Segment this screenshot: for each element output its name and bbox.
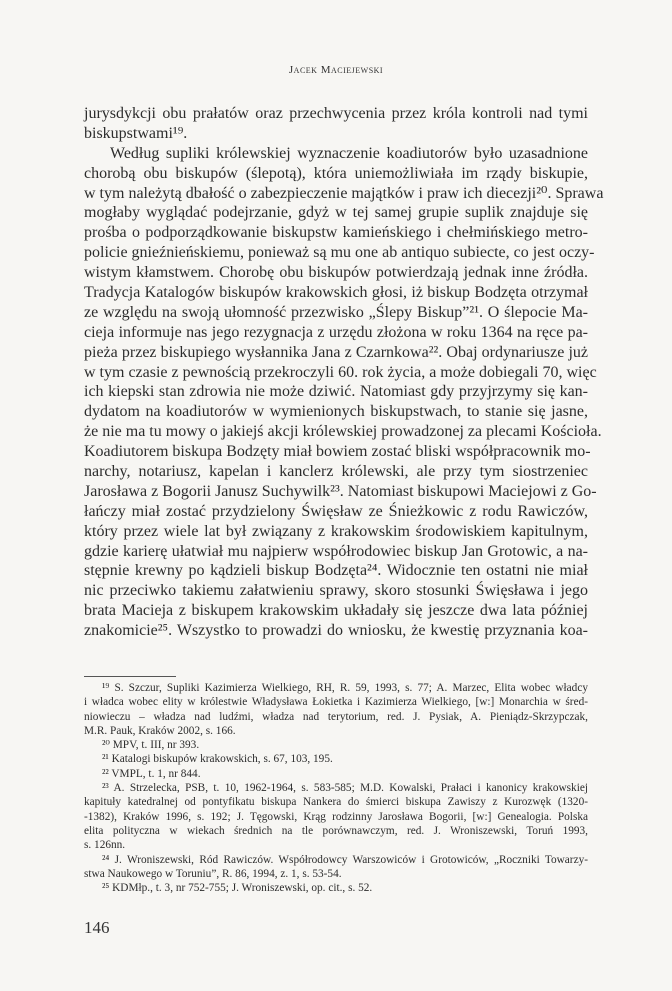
footnotes [84,681,588,895]
footnote-line: stwa Naukowego w Toruniu”, R. 86, 1994, z. 1, s. 53-54. [84,867,342,880]
footnote-line: kapituły katedralnej od pontyfikatu biskupa Nankera do śmierci biskupa Zawiszy z Kurozwęk (1320- [84,796,588,809]
body-line: cieja informuje nas jego rezygnacja z urzędu złożona w roku 1364 na ręce pa- [84,323,588,341]
body-line: Tradycja Katalogów biskupów krakowskich głosi, iż biskup Bodzęta otrzymał [84,284,588,302]
footnote-line: ²⁴ J. Wroniszewski, Ród Rawiczów. Współrodowcy Warszowiców i Grotowiców, „Roczniki Towarzy- [102,853,588,866]
body-line: stępnie krewny po kądzieli biskup Bodzęta²⁴. Widocznie ten ostatni nie miał [84,562,588,580]
footnote-line: -1382), Kraków 1996, s. 192; J. Tęgowski, Krąg rodzinny Jarosława Bogorii, [w:] Genealogia. Polska [84,810,588,823]
main-text [84,104,604,641]
footnote-line: M.R. Pauk, Kraków 2002, s. 166. [84,724,236,737]
footnote-line: ¹⁹ S. Szczur, Supliki Kazimierza Wielkiego, RH, R. 59, 1993, s. 77; A. Marzec, Elita wobec władcy [102,682,588,694]
body-line: dydatom na koadiutorów w wymienionych biskupstwach, to stanie się jasne, [84,403,588,421]
body-line: wistym kłamstwem. Chorobę obu biskupów potwierdzają jednak inne źródła. [84,264,588,282]
footnote-line: niowieczu – władza nad ludźmi, władza nad terytorium, red. J. Pysiak, A. Pieniądz-Skrzypczak, [84,710,588,723]
page-number: 146 [84,918,110,937]
footnote-line: ²⁵ KDMłp., t. 3, nr 752-755; J. Wroniszewski, op. cit., s. 52. [102,882,373,895]
footnote-line: s. 126nn. [84,839,126,852]
footnote-line: ²⁰ MPV, t. III, nr 393. [102,739,200,752]
body-line: policie gnieźnieńskiemu, ponieważ są mu one ab antiquo subiecte, co jest oczy- [84,244,595,262]
footnote-separator [84,676,176,677]
footnote-line: ²³ A. Strzelecka, PSB, t. 10, 1962-1964, s. 583-585; M.D. Kowalski, Prałaci i kanonicy krakowskiej [102,782,588,795]
body-line: ze względu na swoją ułomność przezwisko „Ślepy Biskup”²¹. O ślepocie Ma- [84,303,588,321]
footnote-line: ²¹ Katalogi biskupów krakowskich, s. 67, 103, 195. [102,753,333,766]
body-line: prośba o podporządkowanie biskupstw kamieńskiego i chełmińskiego metro- [84,224,588,242]
body-line: brata Macieja z biskupem krakowskim układały się jeszcze dwa lata później [84,602,588,620]
footnote-line: ²² VMPL, t. 1, nr 844. [102,767,201,780]
body-line: Jarosława z Bogorii Janusz Suchywilk²³. Natomiast biskupowi Maciejowi z Go- [84,482,597,500]
body-line: pieża przez biskupiego wysłannika Jana z Czarnkowa²². Obaj ordynariusze już [84,343,588,361]
body-line: Według supliki królewskiej wyznaczenie koadiutorów było uzasadnione [110,144,588,162]
body-line: znakomicie²⁵. Wszystko to prowadzi do wniosku, że kwestię przyznania koa- [84,622,588,640]
body-line: nic przeciwko takiemu załatwieniu sprawy, skoro stosunki Święsława i jego [84,582,588,600]
body-line: chorobą obu biskupów (ślepotą), która uniemożliwiała im rządy biskupie, [84,164,588,182]
footnote-line: i władca wobec elity w królestwie Władysława Łokietka i Kazimierza Wielkiego, [w:] Monarchia w śred- [84,696,588,709]
running-head: Jacek Maciejewski [288,64,384,76]
body-line: ich kiepski stan zdrowia nie może dziwić. Natomiast gdy przyjrzymy się kan- [84,383,588,401]
body-line: w tym należytą dbałość o zabezpieczenie majątków i praw ich diecezji²⁰. Sprawa [84,184,604,202]
body-line: Koadiutorem biskupa Bodzęty miał bowiem zostać bliski współpracownik mo- [84,443,591,461]
body-line: łańczy miał zostać przydzielony Święsław ze Śnieżkowic z rodu Rawiczów, [84,502,588,520]
body-line: mogłaby wyglądać podejrzanie, gdyż w tej samej grupie suplik znajduje się [84,204,588,222]
body-line: który przez wiele lat był związany z krakowskim środowiskiem kapitulnym, [84,522,588,540]
footnote-line: elita polityczna w wiekach średnich na tle porównawczym, red. J. Wroniszewski, Toruń 1993, [84,824,588,837]
body-line: narchy, notariusz, kapelan i kanclerz królewski, ale przy tym siostrzeniec [84,463,588,481]
body-line: że nie ma tu mowy o jakiejś akcji królewskiej prowadzonej za plecami Kościoła. [84,423,602,441]
body-line: jurysdykcji obu prałatów oraz przechwycenia przez króla kontroli nad tymi [84,105,588,122]
body-line: biskupstwami¹⁹. [84,124,188,142]
body-line: w tym czasie z pewnością przekroczyli 60. rok życia, a może dobiegali 70, więc [84,363,597,381]
body-line: gdzie karierę ułatwiał mu najpierw współrodowiec biskup Jan Grotowic, a na- [84,542,588,560]
